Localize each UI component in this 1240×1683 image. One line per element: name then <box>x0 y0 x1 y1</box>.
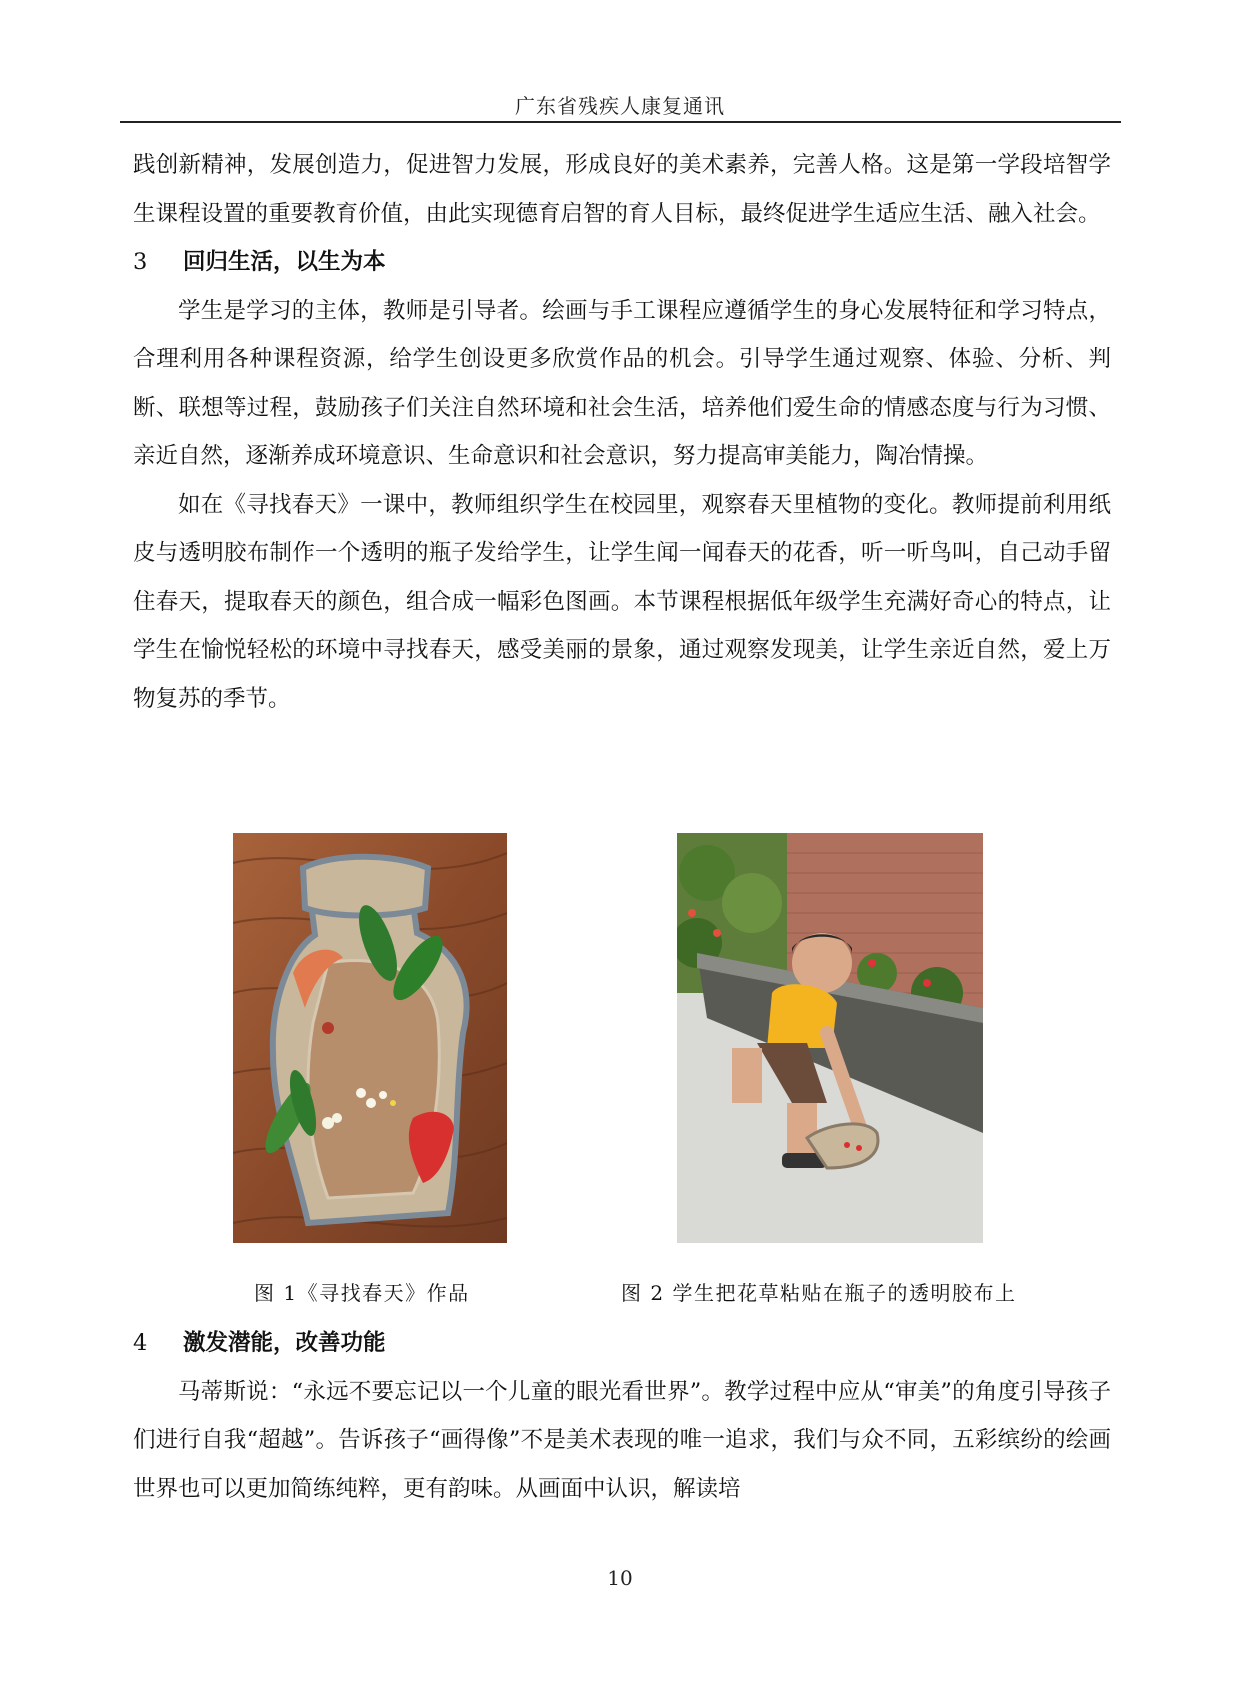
section-4-heading <box>133 1319 1111 1368</box>
intro-paragraph: 践创新精神，发展创造力，促进智力发展，形成良好的美术素养，完善人格。这是第一学段培智学生课程设置的重要教育价值，由此实现德育启智的育人目标，最终促进学生适应生活、融入社会。 <box>133 152 1111 227</box>
section-4-title: 激发潜能，改善功能 <box>183 1330 386 1356</box>
header-rule <box>120 121 1121 123</box>
figure-1-caption: 图 1《寻找春天》作品 <box>254 1281 470 1305</box>
figure-1-illustration <box>233 833 507 1243</box>
section-3-heading <box>133 238 1111 287</box>
section-3-number: 3 <box>133 249 148 275</box>
section-3-paragraph-1: 学生是学习的主体，教师是引导者。绘画与手工课程应遵循学生的身心发展特征和学习特点，合理利用各种课程资源，给学生创设更多欣赏作品的机会。引导学生通过观察、体验、分析、判断、联想等过程，鼓励孩子们关注自然环境和社会生活，培养他们爱生命的情感态度与行为习惯、亲近自然，逐渐养成环境意识、生命意识和社会意识，努力提高审美能力，陶冶情操。 <box>133 297 1111 469</box>
section-4-paragraph: 马蒂斯说：“永远不要忘记以一个儿童的眼光看世界”。教学过程中应从“审美”的角度引导孩子们进行自我“超越”。告诉孩子“画得像”不是美术表现的唯一追求，我们与众不同，五彩缤纷的绘画世界也可以更加简练纯粹，更有韵味。从画面中认识，解读培 <box>133 1378 1111 1502</box>
section-3-title: 回归生活，以生为本 <box>183 249 386 275</box>
section-3-paragraph-2: 如在《寻找春天》一课中，教师组织学生在校园里，观察春天里植物的变化。教师提前利用纸皮与透明胶布制作一个透明的瓶子发给学生，让学生闻一闻春天的花香，听一听鸟叫，自己动手留住春天，提取春天的颜色，组合成一幅彩色图画。本节课程根据低年级学生充满好奇心的特点，让学生在愉悦轻松的环境中寻找春天，感受美丽的景象，通过观察发现美，让学生亲近自然，爱上万物复苏的季节。 <box>133 491 1111 712</box>
page-number: 10 <box>607 1566 633 1590</box>
running-header: 广东省残疾人康复通讯 <box>515 94 725 118</box>
figure-2-illustration <box>677 833 983 1243</box>
text-block-bottom <box>133 1319 1111 1513</box>
figure-2-photo <box>677 833 983 1243</box>
section-4-number: 4 <box>133 1330 148 1356</box>
figure-2-caption: 图 2 学生把花草粘贴在瓶子的透明胶布上 <box>621 1281 1017 1305</box>
text-block-top <box>133 141 1111 723</box>
figure-1-photo <box>233 833 507 1243</box>
